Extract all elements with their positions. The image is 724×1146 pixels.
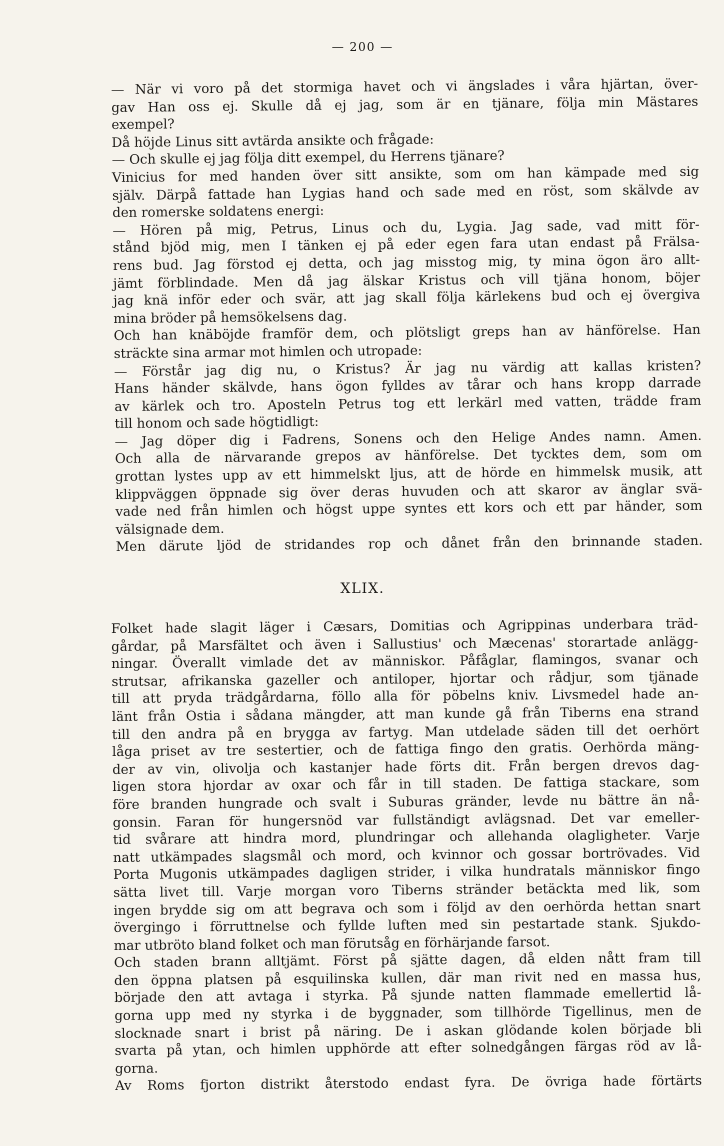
text-line: låga priset av tre sestertier, och de fattiga fingo den gratis. Oerhörda mäng- (112, 740, 700, 761)
text-line: der av vin, olivolja och kastanjer hade förts dit. Från bergen drevos dag- (112, 757, 700, 778)
text-block-1 (111, 76, 703, 557)
text-line: övergingo i förruttnelse och fyllde luften med sin pestartade stank. Sjukdo- (113, 915, 701, 937)
text-line: mina bröder på hemsökelsens dag. (113, 309, 348, 327)
text-line: sätta livet till. Varje morgan voro Tiberns stränder betäckta med lik, som (113, 880, 701, 901)
text-line: strutsar, afrikanska gazeller och antiloper, hjortar och rådjur, som tjänade (111, 669, 699, 690)
text-line: vade ned från himlen och högst uppe syntes ett kors och ett par händer, som (115, 499, 703, 521)
text-line: klippväggen öppnade sig över deras huvuden och att skaror av änglar svä- (115, 481, 703, 503)
text-line: gorna. (114, 1061, 159, 1077)
text-block-2 (111, 616, 702, 1096)
text-line: — Hören på mig, Petrus, Linus och du, Lygia. Jag sade, vad mitt för- (112, 217, 700, 239)
text-line: Porta Mugonis utkämpades dagligen strider, i vilka hundratals människor fingo (113, 863, 701, 884)
text-line: tid svårare att hindra mord, plundringar och allehanda olagligheter. Varje (112, 828, 700, 849)
text-line: Men därute ljöd de stridandes rop och dånet från den brinnande staden. (115, 534, 703, 556)
chapter-heading: XLIX. (340, 581, 385, 598)
text-line: slocknade snart i brist på näring. De i askan glödande kolen började bli (114, 1021, 702, 1042)
text-line: — Förstår jag dig nu, o Kristus? Är jag nu värdig att kallas kristen? (113, 358, 702, 380)
text-line: svarta på ytan, och himlen upphörde att efter solnedgången färgas röd av lå- (114, 1039, 702, 1060)
page-number: — 200 — (331, 40, 394, 54)
text-line: stånd bjöd mig, men I tänken ej på eder egen fara utan endast på Frälsa- (112, 235, 700, 257)
text-line: den romerske soldatens energi: (112, 203, 325, 222)
text-line: Då höjde Linus sitt avtärda ansikte och frågade: (111, 132, 434, 151)
text-line: gårdar, på Marsfältet och även i Sallustius' och Mæcenas' storartade anlägg- (111, 634, 699, 655)
text-line: till honom och sade högtidligt: (114, 415, 319, 433)
text-line: gav Han oss ej. Skulle då ej jag, som är en tjänare, följa min Mästares (111, 94, 699, 116)
text-line: — När vi voro på det stormiga havet och vi ängslades i våra hjärtan, över- (111, 76, 699, 98)
text-line: mar utbröto bland folket och man förutsåg en förhärjande farsot. (113, 934, 551, 954)
text-line: natt utkämpades slagsmål och mord, och kvinnor och gossar bortrövades. Vid (113, 845, 701, 866)
text-line: — Jag döper dig i Fadrens, Sonens och den Helige Andes namn. Amen. (114, 428, 702, 450)
text-line: välsignade dem. (115, 521, 225, 538)
text-line: grottan lystes upp av ett himmelskt ljus, att de hörde en himmelsk musik, att (115, 463, 703, 486)
text-line: började den att avtaga i styrka. På sjunde natten flammade emellertid lå- (114, 986, 702, 1007)
text-line: till den andra på en brygga av fartyg. Man utdelade säden till det oerhört (111, 722, 700, 743)
text-line: Hans händer skälvde, hans ögon fylldes av tårar och hans kropp darrade (114, 375, 702, 398)
text-line: Och alla de närvarande grepos av hänförelse. Det tycktes dem, som om (114, 446, 703, 468)
text-line: länt från Ostia i sådana mängder, att man kunde gå från Tiberns ena strand (111, 704, 699, 725)
text-line: — Och skulle ej jag följa ditt exempel, du Herrens tjänare? (111, 149, 505, 169)
text-line: Av Roms fjorton distrikt återstodo endast fyra. De övriga hade förtärts (115, 1074, 703, 1095)
text-line: exempel? (111, 117, 175, 134)
text-line: jämt förblindade. Men då jag älskar Kristus och vill tjäna honom, böjer (113, 270, 701, 292)
text-line: till att pryda trädgårdarna, föllo alla för pöbelns kniv. Livsmedel hade an- (111, 687, 699, 708)
text-line: själv. Därpå fattade han Lygias hand och sade med en röst, som skälvde av (112, 182, 700, 204)
text-line: jag knä inför eder och svär, att jag skall följa kärlekens bud och ej övergiva (113, 287, 701, 310)
text-line: ingen brydde sig om att begrava och som i följd av den oerhörda hettan snart (113, 898, 701, 919)
text-line: Och han knäböjde framför dem, och plötsligt greps han av hänförelse. Han (113, 323, 701, 345)
text-line: Vinicius for med handen över sitt ansikte, som om han kämpade med sig (111, 164, 700, 186)
text-line: Folket hade slagit läger i Cæsars, Domitias och Agrippinas underbara träd- (111, 616, 699, 638)
text-line: ningar. Överallt vimlade det av människor. Påfåglar, flamingos, svanar och (111, 652, 699, 673)
text-line: Och staden brann alltjämt. Först på sjätte dagen, då elden nått fram till (113, 951, 702, 972)
text-line: gonsin. Faran för hungersnöd var fullständigt avlägsnad. Det var emeller- (112, 810, 700, 831)
text-line: rens bud. Jag förstod ej detta, och jag misstog mig, ty mina ögon äro allt- (112, 252, 700, 274)
text-line: den öppna platsen på esquilinska kullen, där man rivit ned en massa hus, (114, 968, 702, 989)
text-line: före branden hungrade och svalt i Suburas gränder, levde nu bättre än nå- (112, 792, 700, 813)
text-line: ligen stora hjordar av oxar och får in till staden. De fattiga stackare, som (112, 775, 700, 796)
text-line: av kärlek och tro. Aposteln Petrus tog ett lerkärl med vatten, trädde fram (114, 393, 702, 415)
text-line: sträckte sina armar mot himlen och utropade: (113, 343, 423, 362)
text-line: gorna upp med ny styrka i de byggnader, som tillhörde Tigellinus, men de (114, 1003, 702, 1025)
